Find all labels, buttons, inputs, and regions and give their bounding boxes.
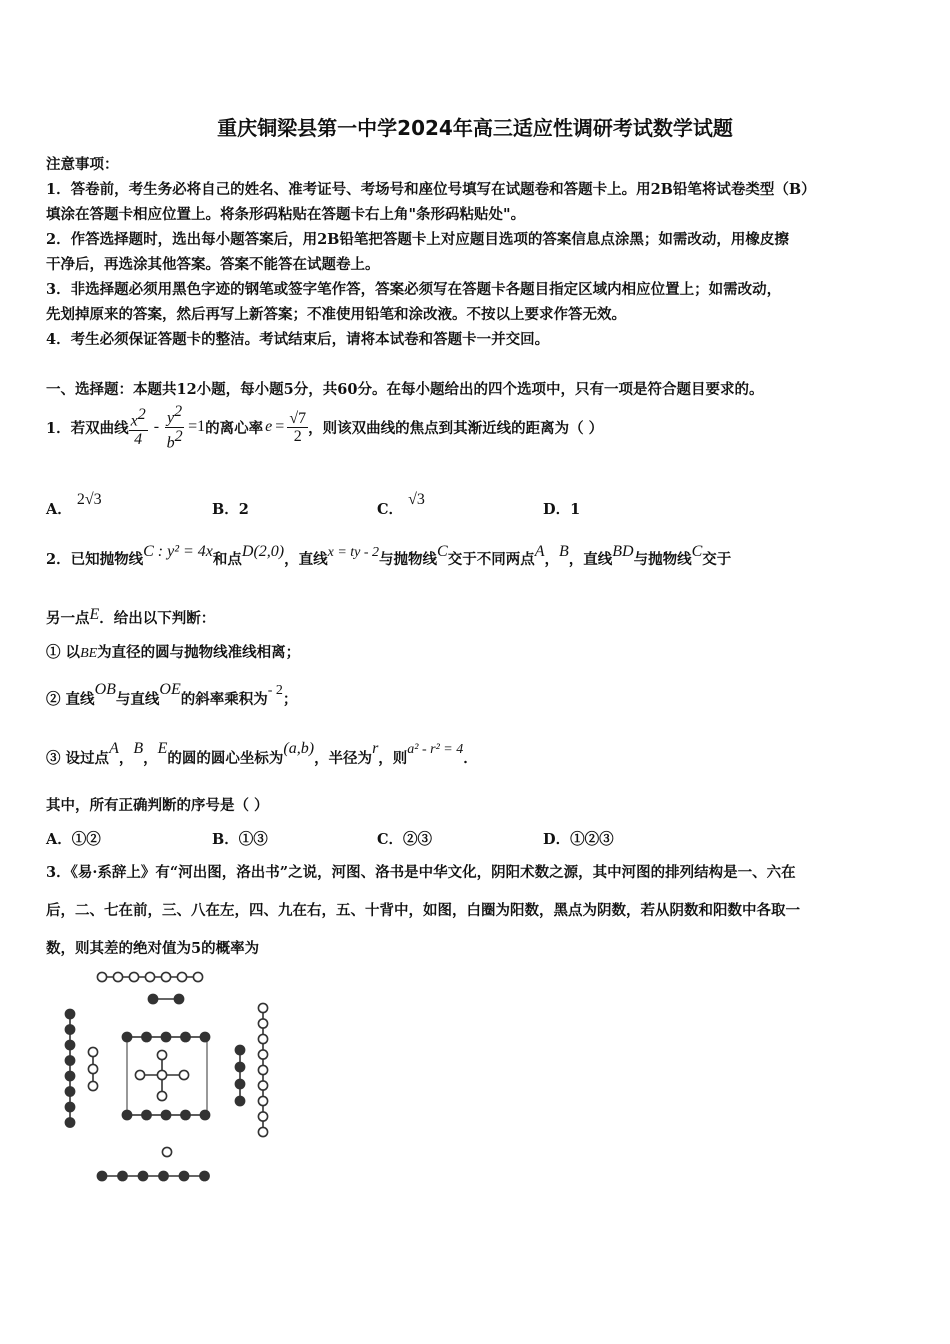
yin-dot xyxy=(181,1110,190,1119)
yang-dot xyxy=(162,1147,171,1156)
yin-dot xyxy=(97,1171,106,1180)
q2-judgement-3: ③ 设过点A，B，E的圆的圆心坐标为(a,b)，半径为r，则a² - r² = 4． xyxy=(46,740,478,767)
yin-dot xyxy=(235,1096,244,1105)
yang-dot xyxy=(97,972,106,981)
q2-judgement-2: ② 直线OB与直线OE的斜率乘积为- 2； xyxy=(46,681,298,708)
yang-dot xyxy=(129,972,138,981)
notice-line: 2．作答选择题时，选出每小题答案后，用2B铅笔把答题卡上对应题目选项的答案信息点涂黑；如需改动，用橡皮擦 xyxy=(46,231,789,248)
notice-line: 干净后，再选涂其他答案。答案不能答在试题卷上。 xyxy=(46,256,380,273)
yin-dot xyxy=(65,1087,74,1096)
notice-line: 先划掉原来的答案，然后再写上新答案；不准使用铅笔和涂改液。不按以上要求作答无效。 xyxy=(46,306,626,323)
yang-dot xyxy=(258,1096,267,1105)
q3-line: 3．《易·系辞上》有“河出图，洛出书”之说，河图、洛书是中华文化，阴阳术数之源，其中河图的排列结构是一、六在 xyxy=(46,864,796,881)
yin-dot xyxy=(65,1118,74,1127)
yin-dot xyxy=(200,1032,209,1041)
q2-option-c[interactable]: C．②③ xyxy=(377,831,433,848)
yang-dot xyxy=(258,1034,267,1043)
notice-line: 填涂在答题卡相应位置上。将条形码粘贴在答题卡右上角"条形码粘贴处"。 xyxy=(46,206,526,223)
q1-option-c[interactable]: C． √3 xyxy=(377,491,425,518)
page-title: 重庆铜梁县第一中学2024年高三适应性调研考试数学试题 xyxy=(217,116,733,140)
notice-line: 1．答卷前，考生务必将自己的姓名、准考证号、考场号和座位号填写在试题卷和答题卡上。用2B铅笔将试卷类型（B） xyxy=(46,181,816,198)
q2-option-b[interactable]: B．①③ xyxy=(212,831,268,848)
yin-dot xyxy=(181,1032,190,1041)
yin-dot xyxy=(122,1110,131,1119)
question-2-line1: 2．已知抛物线C : y² = 4x和点D(2,0)，直线x = ty - 2与抛物线C交于不同两点A，B，直线BD与抛物线C交于 xyxy=(46,543,732,568)
yin-dot xyxy=(235,1079,244,1088)
yang-dot xyxy=(258,1065,267,1074)
yang-dot xyxy=(88,1064,97,1073)
yang-dot xyxy=(88,1081,97,1090)
yang-dot xyxy=(258,1003,267,1012)
yin-dot xyxy=(159,1171,168,1180)
yin-dot xyxy=(138,1171,147,1180)
yin-dot xyxy=(161,1110,170,1119)
yang-dot xyxy=(179,1070,188,1079)
q1-frac-y: $\frac{y^2}{b^2}$ xyxy=(166,403,183,451)
yin-dot xyxy=(65,1025,74,1034)
yang-dot xyxy=(157,1070,166,1079)
yin-dot xyxy=(142,1032,151,1041)
yang-dot xyxy=(258,1112,267,1121)
q1-frac-x: $\frac{x^2}{4}$ xyxy=(130,406,146,448)
question-2-line2: 另一点E．给出以下判断： xyxy=(46,606,216,627)
yin-dot xyxy=(65,1071,74,1080)
yang-dot xyxy=(157,1050,166,1059)
q1-option-d[interactable]: D．1 xyxy=(543,501,581,518)
yin-dot xyxy=(235,1062,244,1071)
yin-dot xyxy=(65,1040,74,1049)
q3-line: 后，二、七在前，三、八在左，四、九在右，五、十背中，如图，白圈为阳数，黑点为阴数，若从阴数和阳数中各取一 xyxy=(46,902,800,919)
q2-question: 其中，所有正确判断的序号是（ ） xyxy=(46,797,269,814)
hetu-diagram xyxy=(50,962,290,1192)
yin-dot xyxy=(200,1171,209,1180)
yang-dot xyxy=(258,1127,267,1136)
yang-dot xyxy=(88,1047,97,1056)
yang-dot xyxy=(157,1091,166,1100)
yin-dot xyxy=(118,1171,127,1180)
yang-dot xyxy=(161,972,170,981)
section-heading: 一、选择题：本题共12小题，每小题5分，共60分。在每小题给出的四个选项中，只有一项是符合题目要求的。 xyxy=(46,381,764,398)
yang-dot xyxy=(258,1019,267,1028)
q1-option-b[interactable]: B．2 xyxy=(212,501,249,518)
notice-line: 4．考生必须保证答题卡的整洁。考试结束后，请将本试卷和答题卡一并交回。 xyxy=(46,331,550,348)
yin-dot xyxy=(65,1009,74,1018)
notice-heading: 注意事项： xyxy=(46,156,119,173)
yang-dot xyxy=(113,972,122,981)
q1-frac-e: $\frac{√7}{2}$ xyxy=(289,409,307,445)
yin-dot xyxy=(200,1110,209,1119)
yin-dot xyxy=(65,1102,74,1111)
q2-option-a[interactable]: A．①② xyxy=(46,831,101,848)
yin-dot xyxy=(161,1032,170,1041)
yin-dot xyxy=(122,1032,131,1041)
yang-dot xyxy=(145,972,154,981)
yang-dot xyxy=(258,1050,267,1059)
q2-judgement-1: ① 以BE为直径的圆与抛物线准线相离； xyxy=(46,644,301,661)
notice-line: 3．非选择题必须用黑色字迹的钢笔或签字笔作答，答案必须写在答题卡各题目指定区域内相应位置上；如需改动， xyxy=(46,281,782,298)
yin-dot xyxy=(65,1056,74,1065)
q1-option-a[interactable]: A． 2√3 xyxy=(46,491,102,518)
q2-option-d[interactable]: D．①②③ xyxy=(543,831,614,848)
yang-dot xyxy=(258,1081,267,1090)
yin-dot xyxy=(174,994,183,1003)
yin-dot xyxy=(235,1045,244,1054)
yin-dot xyxy=(148,994,157,1003)
yang-dot xyxy=(177,972,186,981)
q1-prefix: 1．若双曲线 xyxy=(46,419,129,437)
yang-dot xyxy=(135,1070,144,1079)
q3-line: 数，则其差的绝对值为5的概率为 xyxy=(46,940,260,957)
yin-dot xyxy=(142,1110,151,1119)
yin-dot xyxy=(179,1171,188,1180)
yang-dot xyxy=(193,972,202,981)
question-1: 1．若双曲线 $\frac{x^2}{4}$ - $\frac{y^2}{b^2}$ =1 的离心率 e = $\frac{√7}{2}$ ，则该双曲线的焦点到其渐近线的距离为（ ） xyxy=(46,403,604,451)
